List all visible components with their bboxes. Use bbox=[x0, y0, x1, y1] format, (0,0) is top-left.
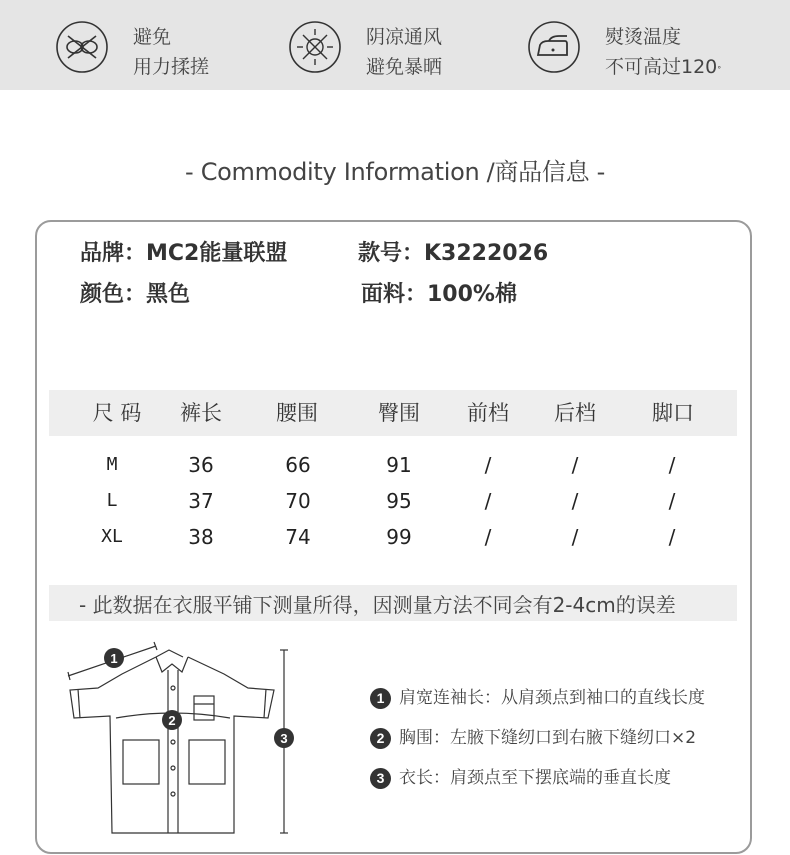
shade-dry-icon bbox=[288, 20, 342, 74]
table-cell: / bbox=[571, 453, 579, 477]
header-leg-opening: 脚口 bbox=[652, 401, 694, 425]
table-cell: 99 bbox=[386, 525, 412, 549]
legend-item-shoulder-sleeve bbox=[370, 686, 705, 710]
table-cell: / bbox=[668, 489, 676, 513]
table-cell: 95 bbox=[386, 489, 412, 513]
diagram-label-3: 3 bbox=[280, 731, 288, 746]
legend-item-length bbox=[370, 766, 671, 790]
section-title: - Commodity Information /商品信息 - bbox=[185, 158, 605, 186]
measurement-note-bar bbox=[49, 585, 737, 621]
table-cell: XL bbox=[101, 526, 123, 547]
table-cell: 36 bbox=[188, 453, 214, 477]
table-cell: 38 bbox=[188, 525, 214, 549]
header-front-rise: 前档 bbox=[467, 401, 509, 425]
header-back-rise: 后档 bbox=[554, 401, 596, 425]
iron-icon bbox=[527, 20, 581, 74]
table-cell: / bbox=[484, 453, 492, 477]
care-text-shade-dry: 阴凉通风 避免暴晒 bbox=[366, 26, 443, 78]
table-cell: / bbox=[484, 525, 492, 549]
table-cell: 91 bbox=[386, 453, 412, 477]
legend-number: 2 bbox=[370, 728, 391, 749]
table-cell: M bbox=[106, 454, 118, 475]
legend-number: 1 bbox=[370, 688, 391, 709]
header-size: 尺 码 bbox=[92, 401, 142, 425]
legend-text: 肩宽连袖长：从肩颈点到袖口的直线长度 bbox=[399, 688, 705, 708]
legend-text: 衣长：肩颈点至下摆底端的垂直长度 bbox=[399, 768, 671, 788]
brand-info: 品牌：MC2能量联盟 bbox=[80, 241, 288, 266]
legend-item-chest bbox=[370, 726, 696, 750]
care-instructions-bar bbox=[0, 0, 790, 90]
table-cell: / bbox=[571, 489, 579, 513]
size-table-header bbox=[49, 390, 737, 436]
table-cell: / bbox=[668, 525, 676, 549]
measurement-note: - 此数据在衣服平铺下测量所得，因测量方法不同会有2-4cm的误差 bbox=[79, 593, 676, 617]
diagram-label-2: 2 bbox=[168, 713, 176, 728]
legend-number: 3 bbox=[370, 768, 391, 789]
table-cell: 37 bbox=[188, 489, 214, 513]
header-hip: 臀围 bbox=[378, 401, 420, 425]
table-cell: L bbox=[106, 490, 118, 511]
table-cell: / bbox=[484, 489, 492, 513]
fabric-info: 面料：100%棉 bbox=[361, 282, 517, 307]
legend-text: 胸围：左腋下缝纫口到右腋下缝纫口×2 bbox=[399, 728, 697, 748]
no-wring-icon bbox=[55, 20, 109, 74]
diagram-label-1: 1 bbox=[110, 651, 118, 666]
style-number-info: 款号：K3222026 bbox=[358, 241, 549, 266]
garment-measurement-diagram bbox=[62, 638, 312, 843]
table-cell: 74 bbox=[285, 525, 311, 549]
care-text-iron: 熨烫温度 不可高过120° bbox=[605, 26, 722, 78]
care-text-no-wring: 避免 用力揉搓 bbox=[133, 26, 210, 78]
table-cell: 70 bbox=[285, 489, 311, 513]
header-pant-length: 裤长 bbox=[180, 401, 222, 425]
table-cell: / bbox=[668, 453, 676, 477]
table-cell: / bbox=[571, 525, 579, 549]
table-cell: 66 bbox=[285, 453, 311, 477]
color-info: 颜色：黑色 bbox=[80, 282, 191, 307]
header-waist: 腰围 bbox=[276, 401, 318, 425]
